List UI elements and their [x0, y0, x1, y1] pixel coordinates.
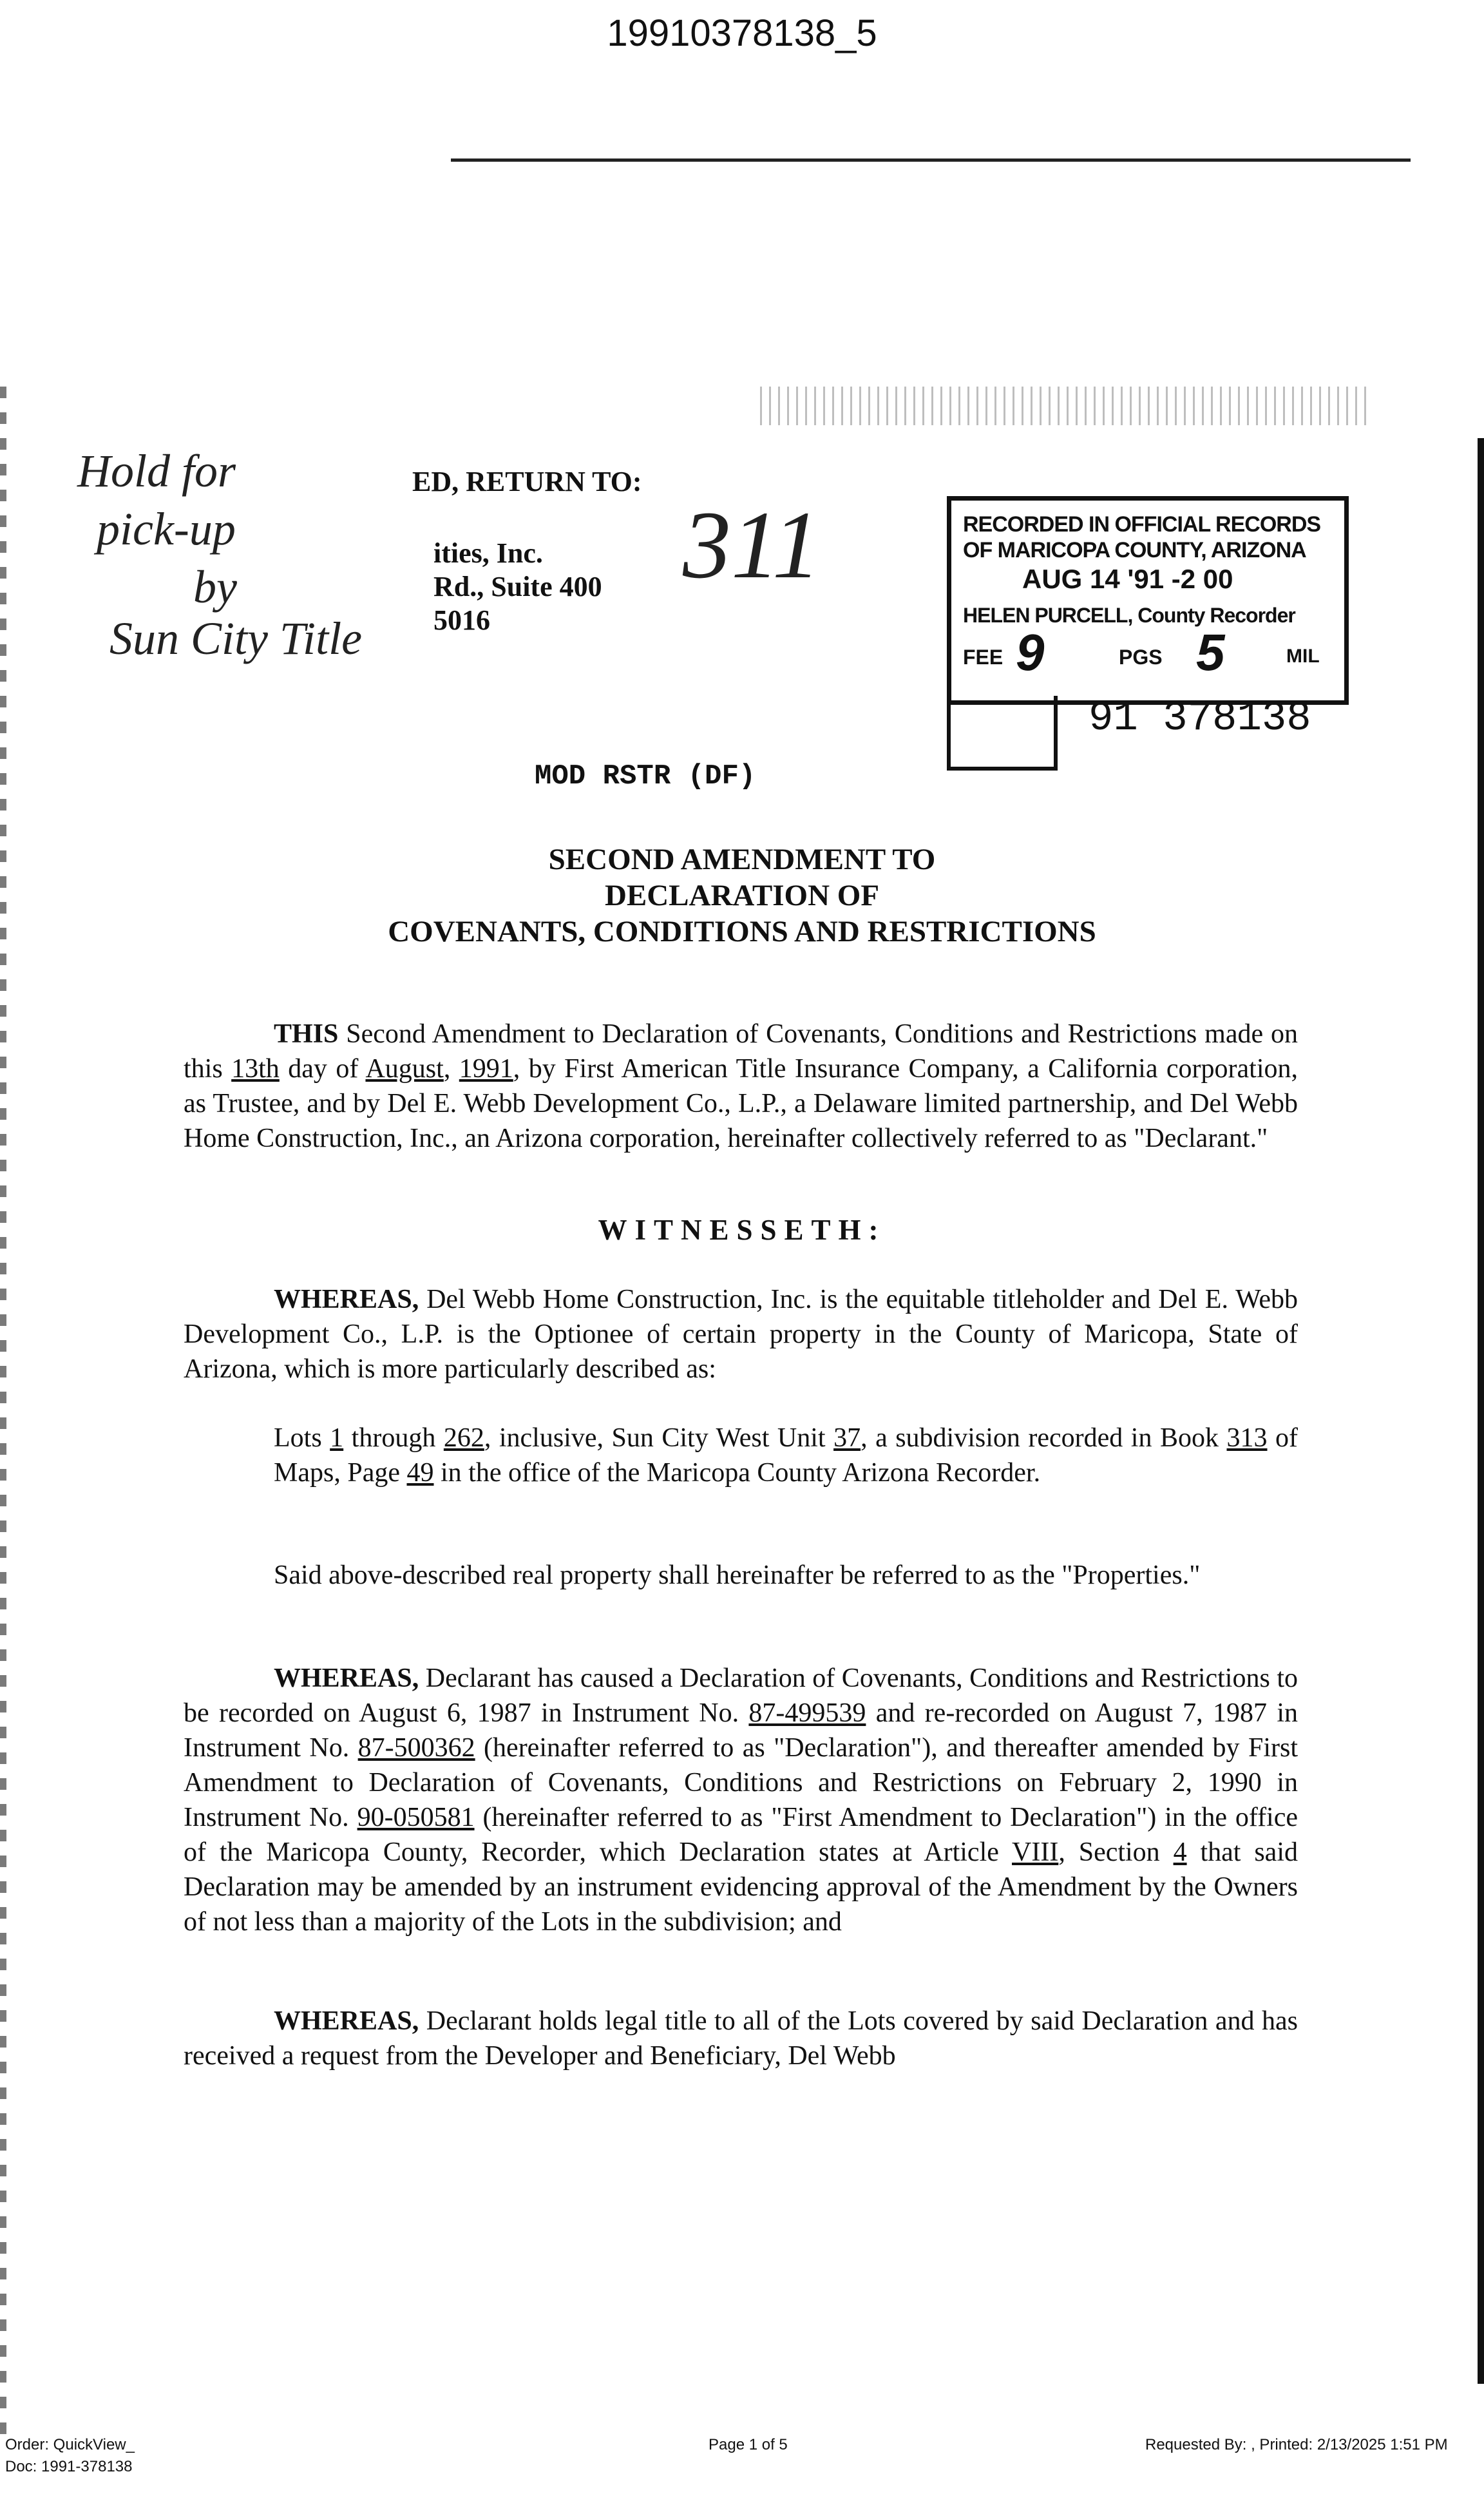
stamp-empty-box	[947, 696, 1058, 771]
properties-definition: Said above-described real property shall hereinafter be referred to as the "Properties."	[274, 1560, 1201, 1590]
document-title-line2: DECLARATION OF	[604, 879, 880, 912]
intro-month: August	[365, 1054, 444, 1084]
stamp-fee-value: 9	[1016, 624, 1045, 681]
return-address-line3: 5016	[433, 604, 490, 636]
mod-code: MOD RSTR (DF)	[535, 760, 756, 792]
scan-noise	[760, 387, 1372, 425]
stamp-fee-label: FEE	[963, 646, 1004, 669]
return-to-heading: ED, RETURN TO:	[412, 466, 642, 497]
footer-requested-printed: Requested By: , Printed: 2/13/2025 1:51 PM	[1145, 2436, 1448, 2453]
document-title-line3: COVENANTS, CONDITIONS AND RESTRICTIONS	[388, 915, 1096, 948]
handwritten-note-line4: Sun City Title	[109, 613, 363, 664]
stamp-recorder: HELEN PURCELL, County Recorder	[963, 604, 1295, 627]
handwritten-note-line1: Hold for	[77, 445, 236, 497]
instrument-number: 91 378138	[1089, 696, 1311, 742]
document-id-header: 19910378138_5	[607, 12, 877, 54]
handwritten-note-line2: pick-up	[97, 503, 236, 555]
return-address-line1: ities, Inc.	[433, 537, 543, 569]
handwritten-note-line3: by	[193, 561, 237, 613]
recording-stamp	[947, 496, 1349, 705]
handwritten-number: 311	[683, 492, 821, 599]
stamp-line2: OF MARICOPA COUNTY, ARIZONA	[963, 538, 1306, 562]
page-top-edge	[451, 158, 1411, 162]
footer-page: Page 1 of 5	[709, 2436, 788, 2453]
stamp-date: AUG 14 '91 -2 00	[1022, 564, 1233, 594]
intro-year: 1991	[459, 1054, 513, 1084]
footer-order: Order: QuickView_	[5, 2436, 135, 2453]
intro-paragraph: THIS Second Amendment to Declaration of Covenants, Conditions and Restrictions made on this 13th day of August, 1991, by First American Title Insurance Company, a California corporation, as Trustee, and by Del E. Webb Development Co., L.P., a Delaware limited partnership, and Del Webb Home Construction, Inc., an Arizona corporation, hereinafter collectively referred to as "Declarant."	[184, 1019, 1298, 1153]
document-title-line1: SECOND AMENDMENT TO	[548, 843, 936, 876]
whereas-paragraph-1: WHEREAS, Del Webb Home Construction, Inc. is the equitable titleholder and Del E. Webb Development Co., L.P. is the Optionee of certain property in the County of Maricopa, State of Arizona, which is more particularly described as:	[184, 1285, 1298, 1384]
page-left-edge	[0, 387, 6, 2435]
return-address-line2: Rd., Suite 400	[433, 571, 602, 602]
footer-doc: Doc: 1991-378138	[5, 2458, 133, 2475]
page-right-edge	[1478, 438, 1484, 2384]
lots-description: Lots 1 through 262, inclusive, Sun City West Unit 37, a subdivision recorded in Book 313 of Maps, Page 49 in the office of the Maricopa County Arizona Recorder.	[274, 1423, 1298, 1488]
stamp-pgs-label: PGS	[1119, 646, 1163, 669]
stamp-line1: RECORDED IN OFFICIAL RECORDS	[963, 512, 1321, 537]
intro-day: 13th	[231, 1054, 280, 1084]
whereas-paragraph-3: WHEREAS, Declarant holds legal title to all of the Lots covered by said Declaration and has received a request from the Developer and Beneficiary, Del Webb	[184, 2006, 1298, 2071]
witnesseth-heading: WITNESSETH:	[598, 1214, 886, 1246]
whereas-paragraph-2: WHEREAS, Declarant has caused a Declaration of Covenants, Conditions and Restrictions to be recorded on August 6, 1987 in Instrument No. 87-499539 and re-recorded on August 7, 1987 in Instrument No. 87-500362 (hereinafter referred to as "Declaration"), and thereafter amended by First Amendment to Declaration of Covenants, Conditions and Restrictions on February 2, 1990 in Instrument No. 90-050581 (hereinafter referred to as "First Amendment to Declaration") in the office of the Maricopa County, Recorder, which Declaration states at Article VIII, Section 4 that said Declaration may be amended by an instrument evidencing approval of the Amendment by the Owners of not less than a majority of the Lots in the subdivision; and	[184, 1664, 1298, 1937]
stamp-pgs-value: 5	[1196, 624, 1225, 681]
stamp-mil-label: MIL	[1286, 646, 1320, 667]
intro-lead: THIS	[274, 1019, 339, 1049]
